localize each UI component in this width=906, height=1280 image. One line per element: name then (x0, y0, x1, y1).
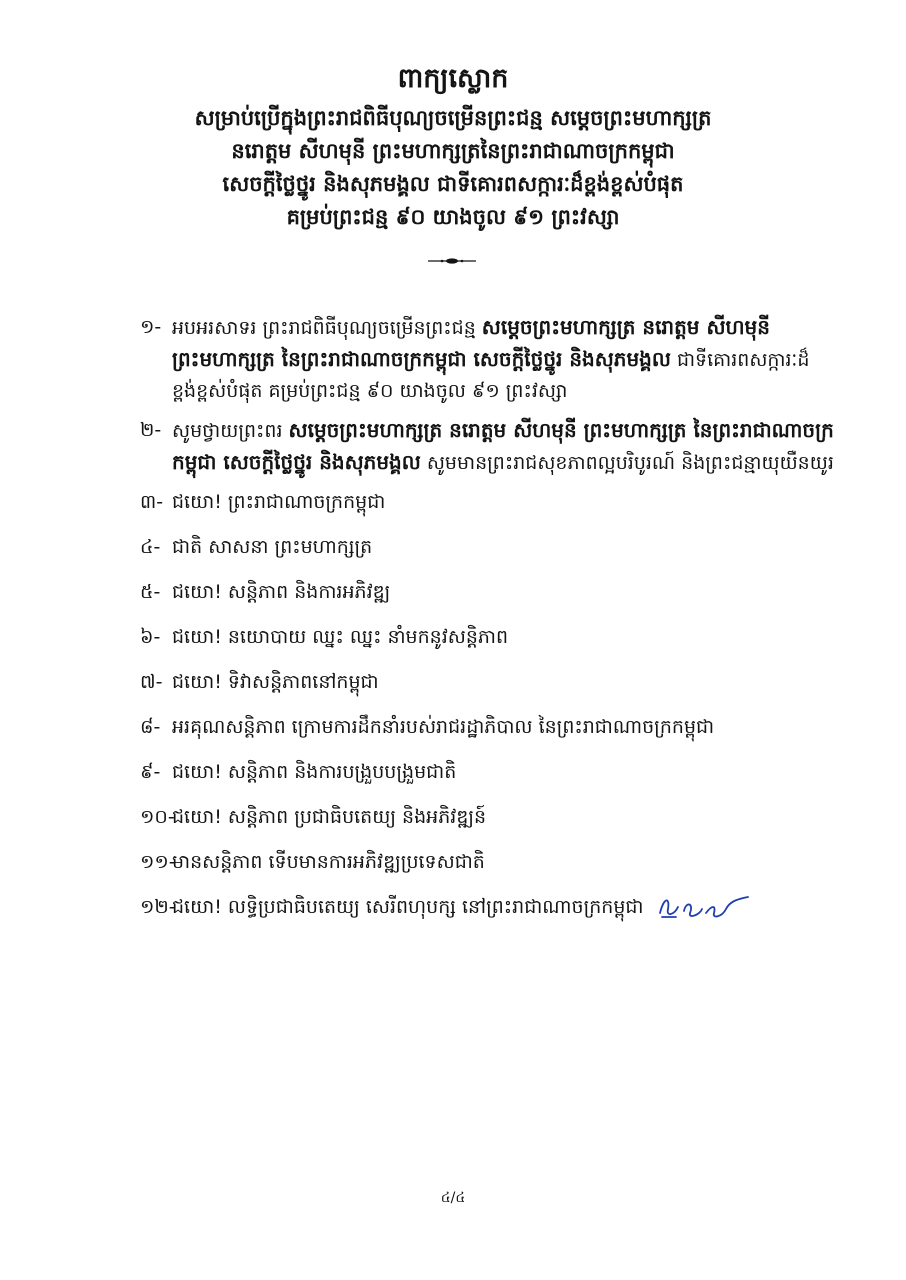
slogan-list (140, 312, 840, 937)
item-text: ជយោ! នយោបាយ ឈ្នះ ឈ្នះ នាំមកនូវសន្តិភាព (172, 626, 509, 648)
list-item (140, 757, 840, 788)
list-item (140, 667, 840, 698)
list-item (140, 415, 840, 479)
item-number: ៣- (140, 491, 164, 513)
item-lead: សូមថ្វាយព្រះពរ (172, 420, 289, 442)
item-number: ១- (140, 316, 162, 338)
subtitle-line-4: គម្រប់ព្រះជន្ម ៩០ យាងចូល ៩១ ព្រះវស្សា (286, 205, 620, 229)
item-number: ៦- (140, 626, 161, 648)
item-text: ជយោ! ព្រះរាជាណាចក្រកម្ពុជា (172, 491, 386, 513)
item-text (172, 892, 840, 923)
item-text (172, 312, 840, 407)
item-number: ៩- (140, 761, 161, 783)
item-number: ៤- (140, 536, 161, 558)
item-text: មានសន្តិភាព ទើបមានការអភិវឌ្ឍប្រទេសជាតិ (172, 851, 485, 873)
item-bold: សម្តេចព្រះមហាក្សត្រ នរោត្តម សីហមុនី ព្រះមហាក្សត្រ នៃព្រះរាជាណាចក្រកម្ពុជា សេចក្តីថ្លៃថ្នូរ និងសុភមង្គល (172, 418, 834, 474)
subtitle-line-3: សេចក្តីថ្លៃថ្នូរ និងសុភមង្គល ជាទីគោរពសក្ការៈដ៏ខ្ពង់ខ្ពស់បំផុត (222, 172, 684, 196)
subtitle-line-2: នរោត្តម សីហមុនី ព្រះមហាក្សត្រនៃព្រះរាជាណាចក្រកម្ពុជា (231, 139, 675, 163)
list-item (140, 532, 840, 563)
list-item (140, 847, 840, 878)
handwritten-signature-icon (656, 893, 756, 923)
item-number: ១១- (140, 851, 176, 873)
item-lead: ជយោ! លទ្ធិប្រជាធិបតេយ្យ សេរីពហុបក្ស នៅព្រះរាជាណាចក្រកម្ពុជា (172, 896, 644, 918)
item-tail: ជាទីគោរពសក្ការៈដ៏ខ្ពង់ខ្ពស់បំផុត គម្រប់ព្រះជន្ម ៩០ យាងចូល ៩១ ព្រះវស្សា (172, 349, 810, 402)
item-bold: សម្តេចព្រះមហាក្សត្រ នរោត្តម សីហមុនី ព្រះមហាក្សត្រ នៃព្រះរាជាណាចក្រកម្ពុជា សេចក្តីថ្លៃថ្នូរ និងសុភមង្គល (172, 315, 770, 371)
list-item (140, 712, 840, 743)
item-text: ជយោ! ទិវាសន្តិភាពនៅកម្ពុជា (172, 671, 379, 693)
item-number: ៧- (140, 671, 163, 693)
item-tail: សូមមានព្រះរាជសុខភាពល្អបរិបូរណ៍ និងព្រះជន្មាយុយឺនយូរ (420, 452, 834, 474)
item-text: ជយោ! សន្តិភាព និងការបង្រួបបង្រួមជាតិ (172, 761, 457, 783)
list-item (140, 487, 840, 518)
divider-ornament-icon (428, 256, 476, 266)
item-number: ៥- (140, 581, 161, 603)
item-text: ជយោ! សន្តិភាព ប្រជាធិបតេយ្យ និងអភិវឌ្ឍន៍ (172, 806, 487, 828)
list-item (140, 312, 840, 407)
list-item (140, 892, 840, 923)
item-text: ជយោ! សន្តិភាព និងការអភិវឌ្ឍ (172, 581, 391, 603)
list-item (140, 577, 840, 608)
item-number: ២- (140, 419, 162, 441)
document-header (80, 62, 826, 234)
item-text: អរគុណសន្តិភាព ក្រោមការដឹកនាំរបស់រាជរដ្ឋាភិបាល នៃព្រះរាជាណាចក្រកម្ពុជា (172, 716, 715, 738)
document-title: ពាក្យស្លោក (397, 63, 509, 94)
list-item (140, 622, 840, 653)
item-number: ១០- (140, 806, 175, 828)
subtitle-line-1: សម្រាប់ប្រើក្នុងព្រះរាជពិធីបុណ្យចម្រើនព្រះជន្ម សម្តេចព្រះមហាក្សត្រ (194, 106, 712, 130)
item-text: ជាតិ សាសនា ព្រះមហាក្សត្រ (172, 536, 373, 558)
item-text (172, 415, 840, 479)
item-number: ៨- (140, 716, 161, 738)
page-number: ៤/៤ (440, 1190, 466, 1206)
item-number: ១២- (140, 896, 176, 918)
item-lead: អបអរសាទរ ព្រះរាជពិធីបុណ្យចម្រើនព្រះជន្ម (172, 317, 482, 339)
list-item (140, 802, 840, 833)
